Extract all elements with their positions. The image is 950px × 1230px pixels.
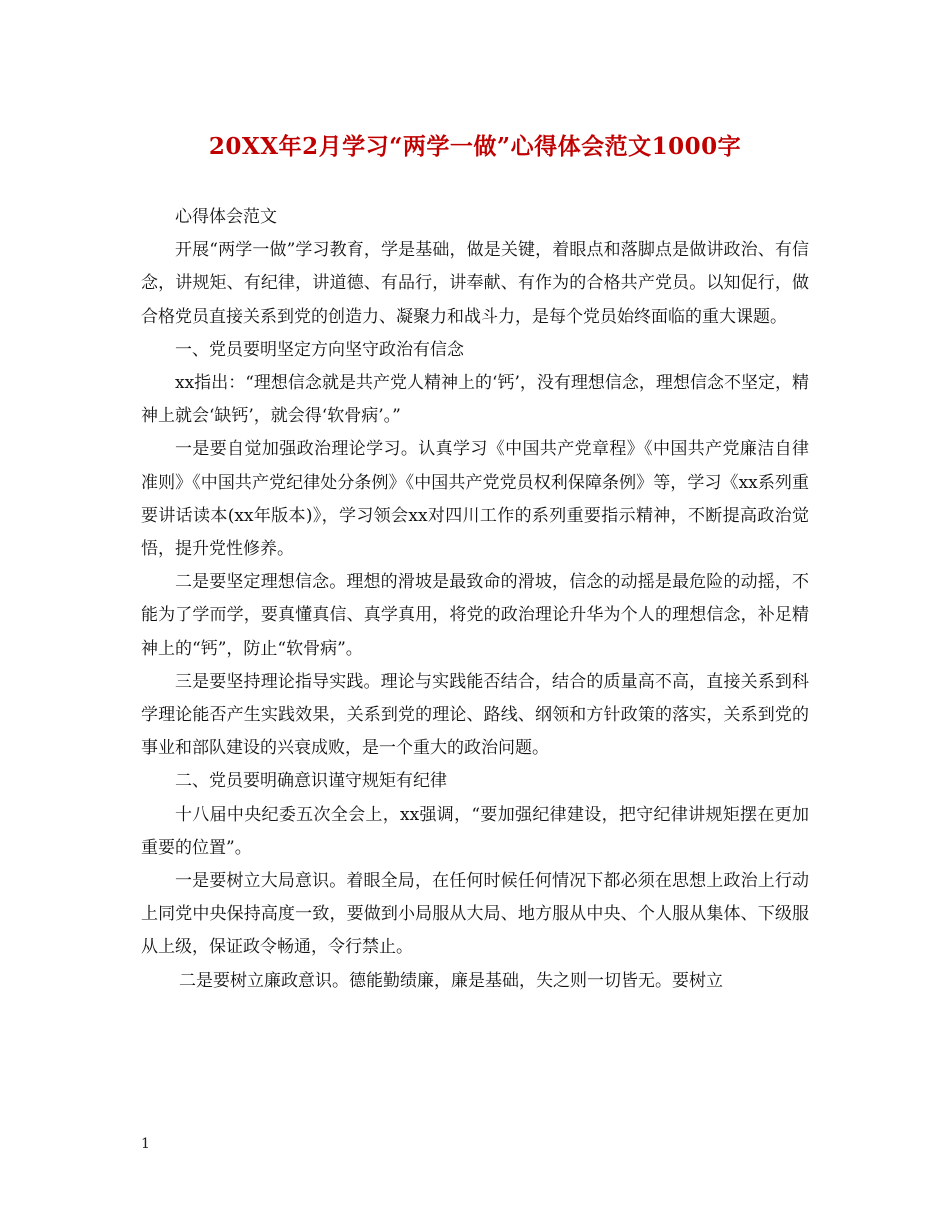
section-heading-2: 二、党员要明确意识谨守规矩有纪律: [175, 771, 447, 792]
paragraph: 二是要坚定理想信念。理想的滑坡是最致命的滑坡，信念的动摇是最危险的动摇，不能为了学而学，要真懂真信、真学真用，将党的政治理论升华为个人的理想信念，补足精神上的“钙”，防止“软骨病”。: [141, 572, 809, 659]
paragraph-heading-intro: 心得体会范文: [175, 207, 277, 227]
paragraph: 一是要自觉加强政治理论学习。认真学习《中国共产党章程》《中国共产党廉洁自律准则》《中国共产党纪律处分条例》《中国共产党党员权利保障条例》等，学习《xx系列重要讲话读本(xx年版本)》，学习领会xx对四川工作的系列重要指示精神，不断提高政治觉悟，提升党性修养。: [141, 439, 809, 560]
document-title: 20XX年2月学习“两学一做”心得体会范文1000字: [208, 133, 742, 160]
paragraph: 三是要坚持理论指导实践。理论与实践能否结合，结合的质量高不高，直接关系到科学理论能否产生实践效果，关系到党的理论、路线、纲领和方针政策的落实，关系到党的事业和部队建设的兴衰成败，是一个重大的政治问题。: [141, 671, 809, 759]
paragraph: 二是要树立廉政意识。德能勤绩廉，廉是基础，失之则一切皆无。要树立: [179, 970, 723, 991]
document-body: [141, 201, 809, 998]
section-heading-1: 一、党员要明坚定方向坚守政治有信念: [175, 339, 464, 360]
paragraph: xx指出：“理想信念就是共产党人精神上的‘钙’，没有理想信念，理想信念不坚定，精神上就会‘缺钙’，就会得‘软骨病’。”: [141, 373, 809, 427]
paragraph: 开展“两学一做”学习教育，学是基础，做是关键，着眼点和落脚点是做讲政治、有信念，讲规矩、有纪律，讲道德、有品行，讲奉献、有作为的合格共产党员。以知促行，做合格党员直接关系到党的创造力、凝聚力和战斗力，是每个党员始终面临的重大课题。: [141, 240, 809, 327]
paragraph: 十八届中央纪委五次全会上，xx强调，“要加强纪律建设，把守纪律讲规矩摆在更加重要的位置”。: [141, 804, 809, 858]
paragraph: 一是要树立大局意识。着眼全局，在任何时候任何情况下都必须在思想上政治上行动上同党中央保持高度一致，要做到小局服从大局、地方服从中央、个人服从集体、下级服从上级，保证政令畅通，令行禁止。: [141, 871, 809, 958]
page-number: 1: [141, 1136, 150, 1152]
